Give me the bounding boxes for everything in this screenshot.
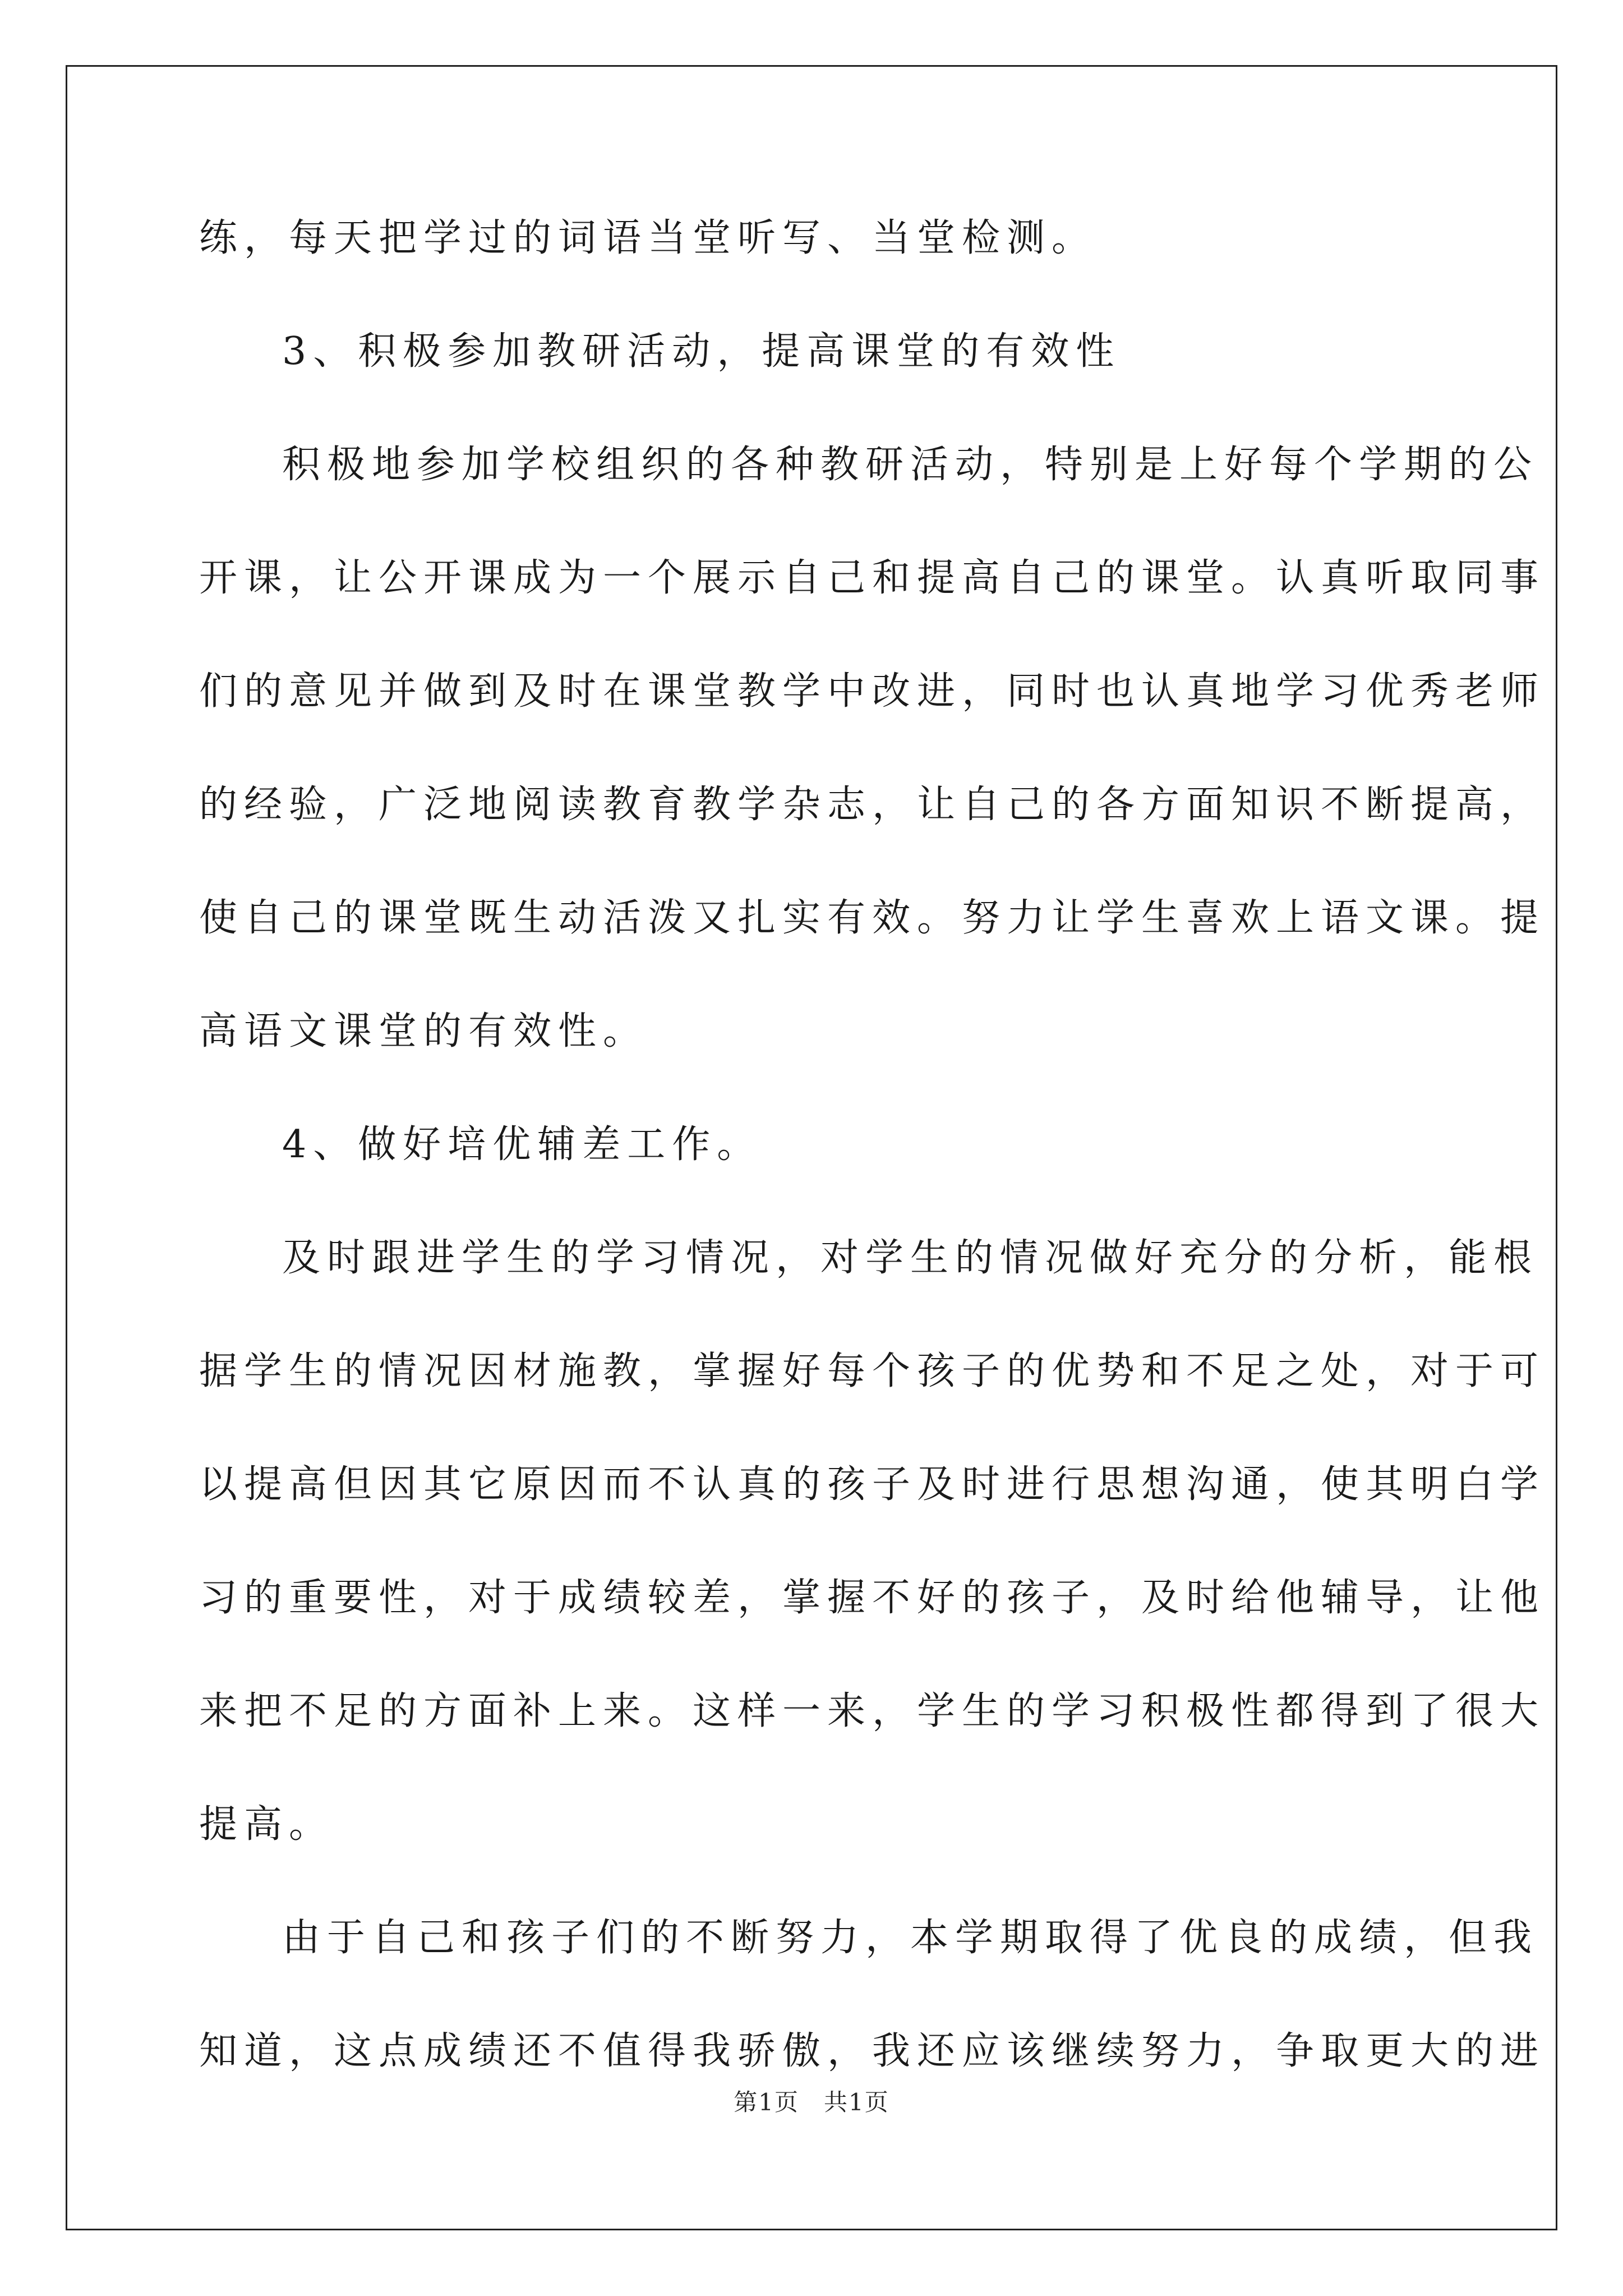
text-line: 高语文课堂的有效性。 (199, 1009, 648, 1053)
text-line: 来把不足的方面补上来。这样一来，学生的学习积极性都得到了很大 (199, 1689, 1546, 1733)
text-line: 据学生的情况因材施教，掌握好每个孩子的优势和不足之处，对于可 (199, 1349, 1546, 1393)
text-line: 习的重要性，对于成绩较差，掌握不好的孩子，及时给他辅导，让他 (199, 1576, 1546, 1620)
text-line: 们的意见并做到及时在课堂教学中改进，同时也认真地学习优秀老师 (199, 669, 1546, 714)
text-line: 开课，让公开课成为一个展示自己和提高自己的课堂。认真听取同事 (199, 556, 1546, 600)
text-line: 积极地参加学校组织的各种教研活动，特别是上好每个学期的公 (282, 443, 1539, 487)
text-line: 的经验，广泛地阅读教育教学杂志，让自己的各方面知识不断提高， (199, 783, 1546, 827)
text-line: 由于自己和孩子们的不断努力，本学期取得了优良的成绩，但我 (282, 1916, 1539, 1960)
text-line: 练，每天把学过的词语当堂听写、当堂检测。 (199, 216, 1097, 260)
text-line: 使自己的课堂既生动活泼又扎实有效。努力让学生喜欢上语文课。提 (199, 896, 1546, 940)
text-line: 提高。 (199, 1802, 334, 1847)
section-heading: 3、积极参加教研活动，提高课堂的有效性 (282, 329, 1121, 374)
text-line: 以提高但因其它原因而不认真的孩子及时进行思想沟通，使其明白学 (199, 1462, 1546, 1507)
section-heading: 4、做好培优辅差工作。 (282, 1122, 762, 1167)
page-number-footer: 第1页 共1页 (734, 2088, 889, 2116)
text-line: 知道，这点成绩还不值得我骄傲，我还应该继续努力，争取更大的进 (199, 2029, 1546, 2073)
text-line: 及时跟进学生的学习情况，对学生的情况做好充分的分析，能根 (282, 1236, 1539, 1280)
